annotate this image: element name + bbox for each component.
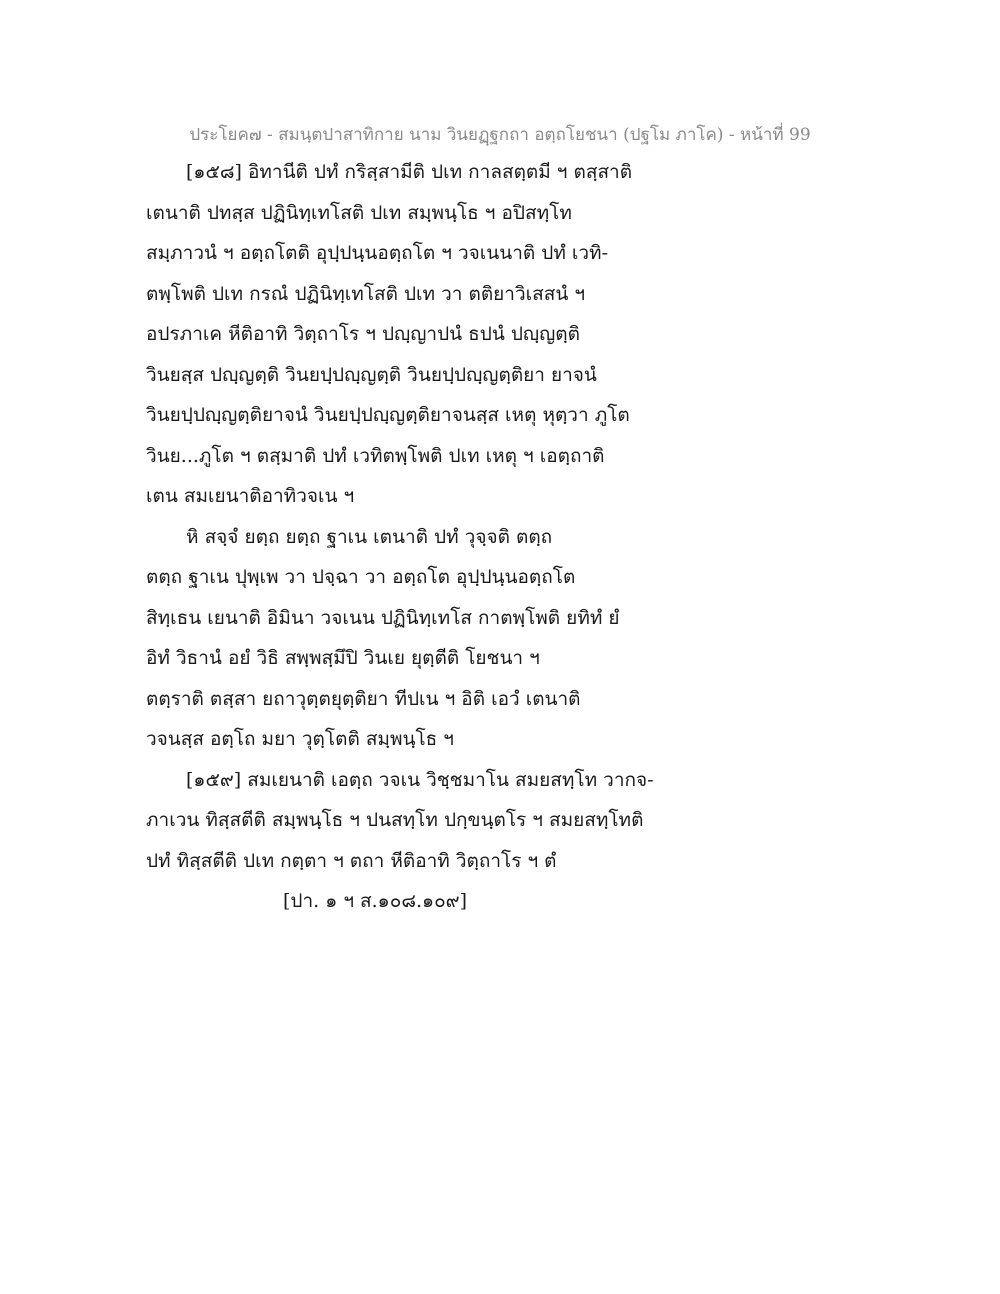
- paragraph-line: ตตฺราติ ตสฺสา ยถาวุตฺตยุตฺติยา ทีปเน ฯ อิติ เอวํ เตนาติ: [146, 687, 581, 710]
- paragraph-line: วินยปฺปญฺญตฺติยาจนํ วินยปฺปญฺญตฺติยาจนสฺส เหตุ หุตฺวา ภูโต: [146, 404, 630, 426]
- paragraph-line: ภาเวน ทิสฺสตีติ สมฺพนฺโธ ฯ ปนสทฺโท ปกฺขนฺตโร ฯ สมยสทฺโทติ: [146, 809, 644, 831]
- paragraph-line: ปทํ ทิสฺสตีติ ปเท กตฺตา ฯ ตถา หีติอาทิ วิตฺถาโร ฯ ตํ: [146, 849, 557, 872]
- paragraph-line: หิ สจฺจํ ยตฺถ ยตฺถ ฐาเน เตนาติ ปทํ วุจฺจติ ตตฺถ: [186, 525, 553, 548]
- body-text: [146, 152, 866, 922]
- paragraph-line: สิทฺเธน เยนาติ อิมินา วจเนน ปฏินิทฺเทโส กาตพฺโพติ ยทิทํ ยํ: [146, 606, 620, 629]
- paragraph-line: วินย...ภูโต ฯ ตสฺมาติ ปทํ เวทิตพฺโพติ ปเท เหตุ ฯ เอตฺถาติ: [146, 444, 605, 467]
- source-reference: [ปา. ๑ ฯ ส.๑๐๘.๑๐๙]: [283, 890, 468, 912]
- paragraph-line: วินยสฺส ปญฺญตฺติ วินยปฺปญฺญตฺติ วินยปฺปญฺญตฺติยา ยาจนํ: [146, 363, 597, 386]
- paragraph-line: เตน สมเยนาติอาทิวจเน ฯ: [146, 485, 355, 507]
- paragraph-line: [๑๕๘] อิทานีติ ปทํ กริสฺสามีติ ปเท กาลสตฺตมี ฯ ตสฺสาติ: [186, 161, 633, 183]
- paragraph-line: เตนาติ ปทสฺส ปฏินิทฺเทโสติ ปเท สมฺพนฺโธ ฯ อปิสทฺโท: [146, 201, 572, 224]
- paragraph-line: วจนสฺส อตฺโถ มยา วุตฺโตติ สมฺพนฺโธ ฯ: [146, 728, 454, 750]
- paragraph-line: อปรภาเค หีติอาทิ วิตฺถาโร ฯ ปญฺญาปนํ ธปนํ ปญฺญตฺติ: [146, 323, 580, 345]
- paragraph-line: สมฺภาวนํ ฯ อตฺถโตติ อุปฺปนฺนอตฺถโต ฯ วจเนนาติ ปทํ เวทิ-: [146, 242, 609, 264]
- paragraph-line: ตพฺโพติ ปเท กรณํ ปฏินิทฺเทโสติ ปเท วา ตติยาวิเสสนํ ฯ: [146, 282, 586, 305]
- running-header: ประโยค๗ - สมนฺตปาสาทิกาย นาม วินยฏฺฐกถา อตฺถโยชนา (ปฐโม ภาโค) - หน้าที่ 99: [189, 125, 811, 145]
- paragraph-line: [๑๕๙] สมเยนาติ เอตฺถ วจเน วิชฺชมาโน สมยสทฺโท วากจ-: [186, 768, 654, 791]
- paragraph-line: ตตฺถ ฐาเน ปุพฺเพ วา ปจฺฉา วา อตฺถโต อุปฺปนฺนอตฺถโต: [146, 566, 576, 588]
- paragraph-line: อิทํ วิธานํ อยํ วิธิ สพฺพสฺมึปิ วินเย ยุตฺตีติ โยชนา ฯ: [146, 647, 540, 669]
